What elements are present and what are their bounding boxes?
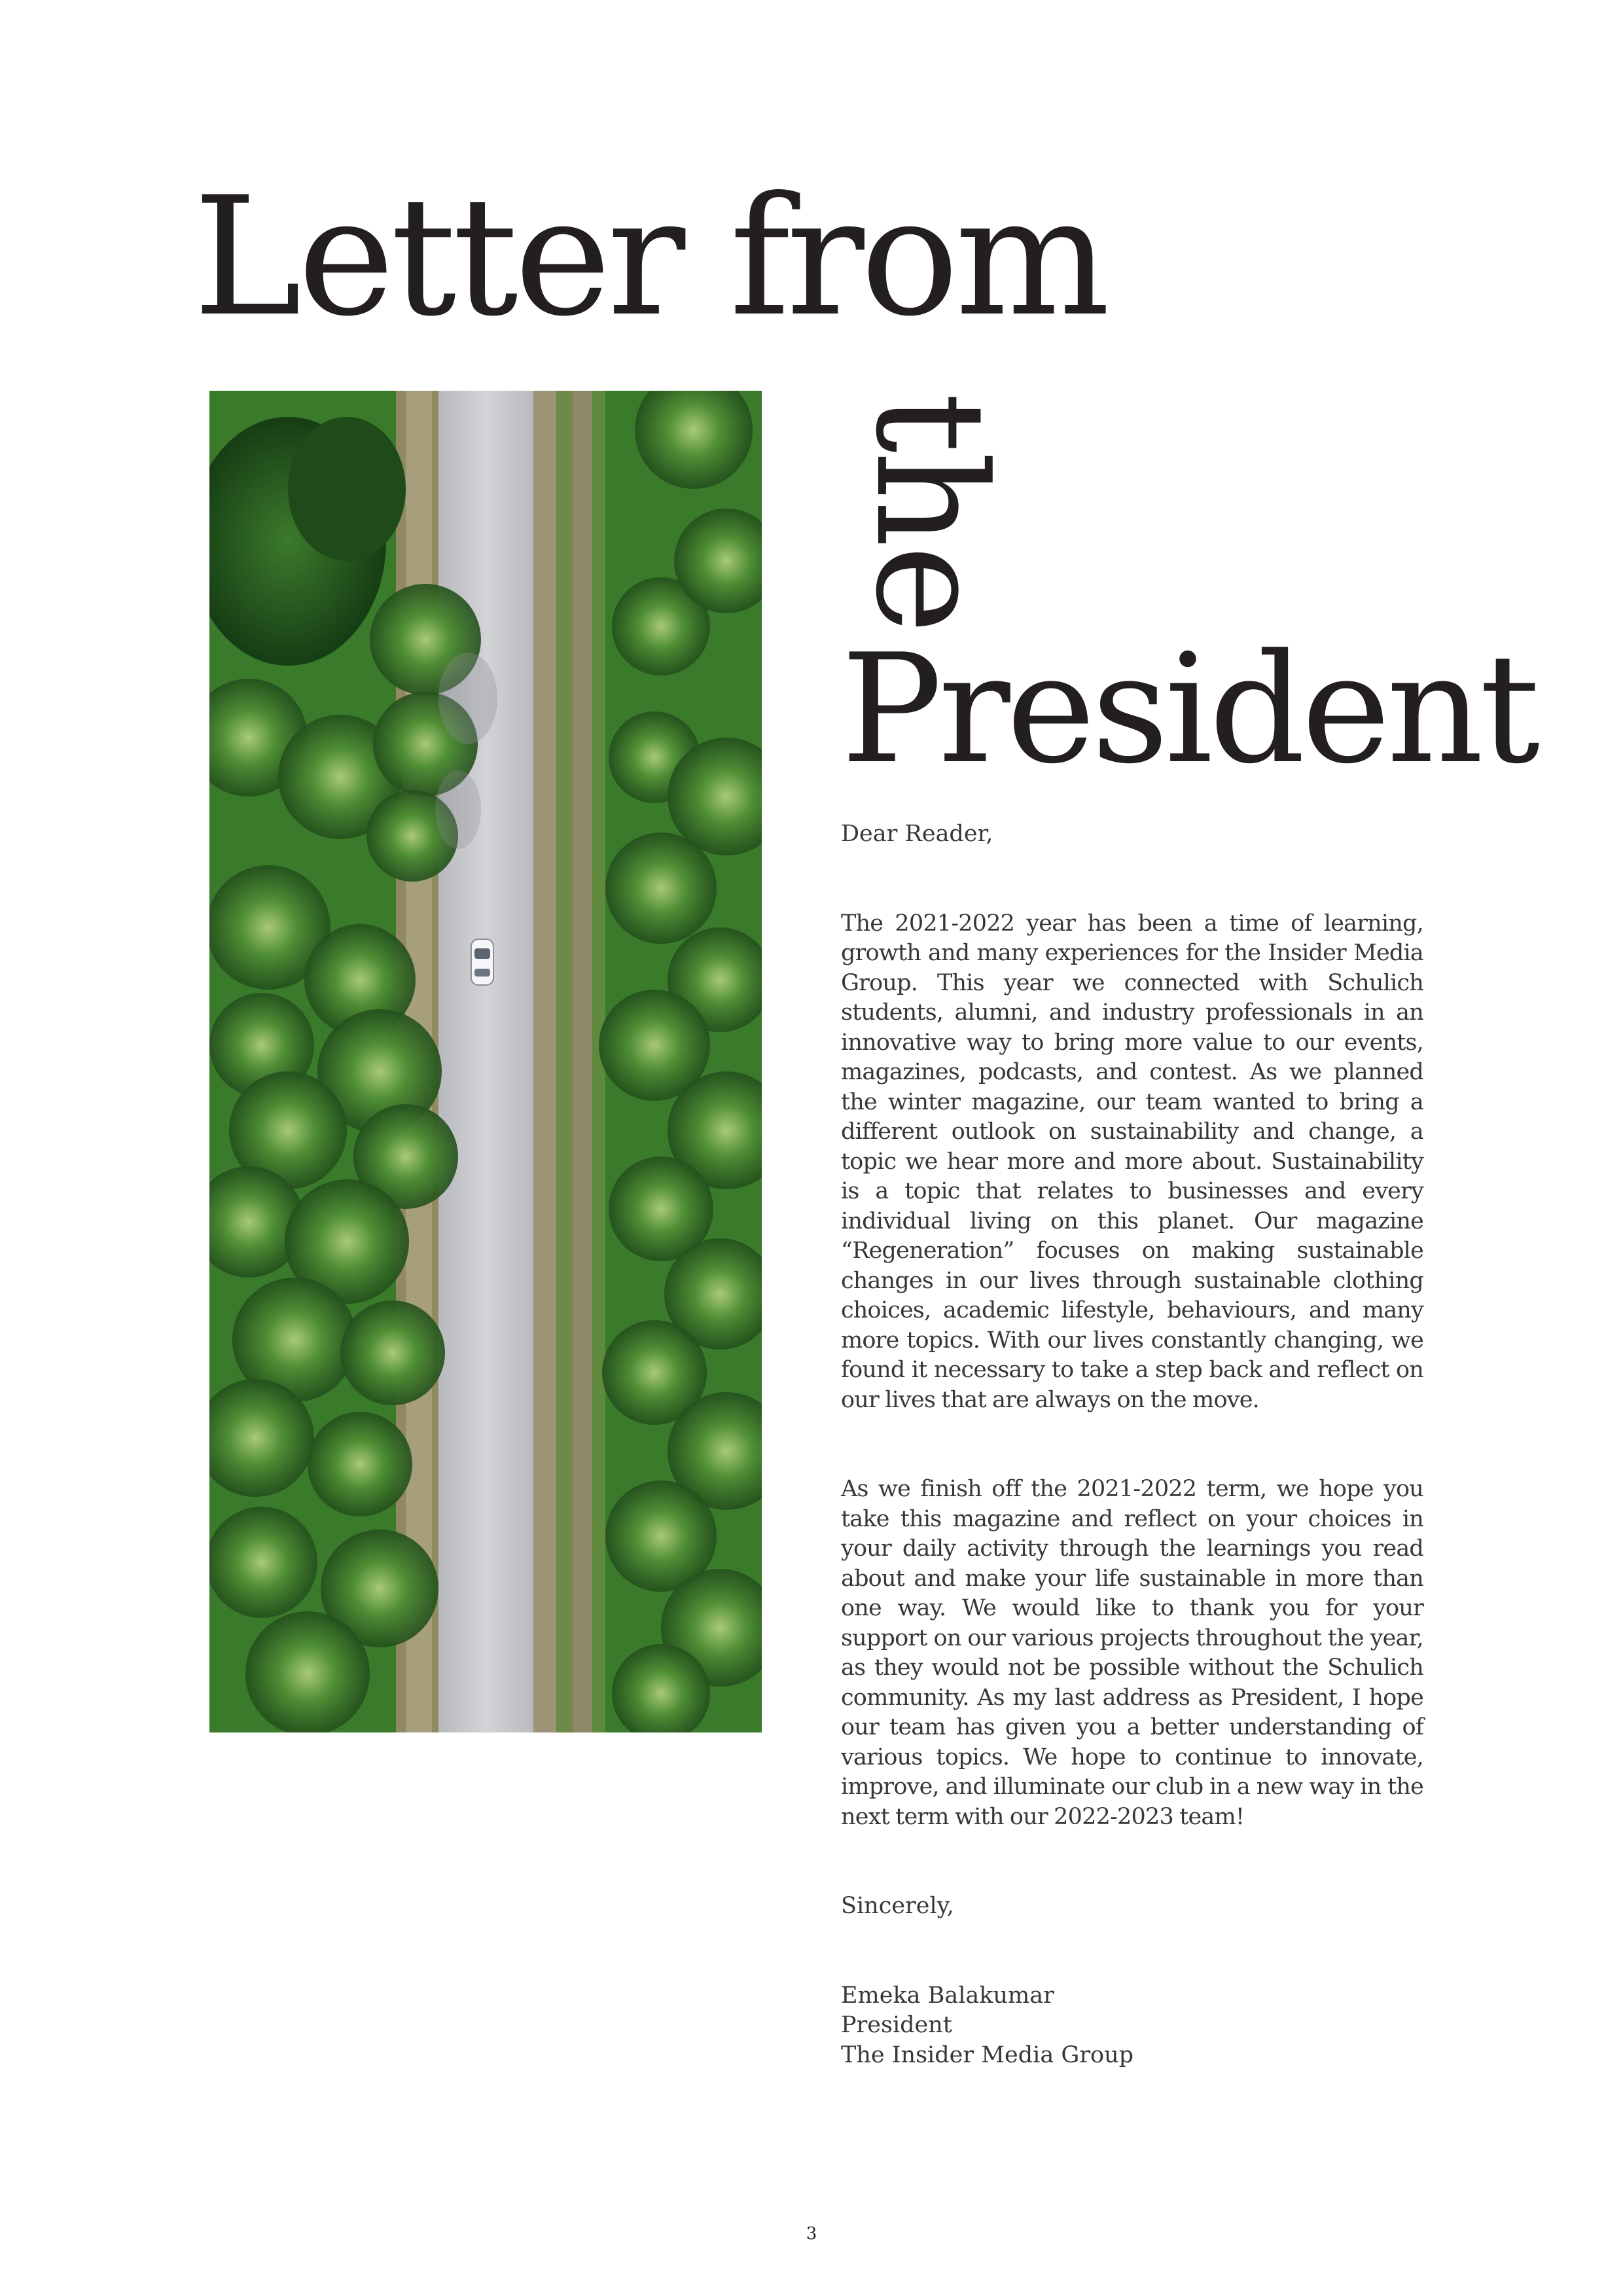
aerial-road-illustration <box>209 391 762 1732</box>
letter-paragraph-2: As we finish off the 2021-2022 term, we hope you take this magazine and reflect on your choices in your daily activity through the learnings you read about and make your life sustainable in more than one way. We would like to thank you for your support on our various projects throughout the year, as they would not be possible without the Schulich community. As my last address as President, I hope our team has given you a better understanding of various topics. We hope to continue to innovate, improve, and illuminate our club in a new way in the next term with our 2022-2023 team! <box>841 1476 1423 1830</box>
salutation: Dear Reader, <box>841 821 993 847</box>
title-line-the <box>841 393 1057 632</box>
page-number: 3 <box>806 2224 817 2244</box>
letter-body <box>841 819 1423 2070</box>
aerial-road-photo <box>209 391 762 1732</box>
letter-paragraph-1: The 2021-2022 year has been a time of learning, growth and many experiences for the Insider Media Group. This year we connected with Schulich students, alumni, and industry professionals in an innovative way to bring more value to our events, magazines, podcasts, and contest. As we planned the winter magazine, our team wanted to bring a different outlook on sustainability and change, a topic we hear more and more about. Sustainability is a topic that relates to businesses and every individual living on this planet. Our magazine “Regeneration” focuses on making sustainable changes in our lives through sustainable clothing choices, academic lifestyle, behaviours, and many more topics. With our lives constantly changing, we found it necessary to take a step back and reflect on our lives that are always on the move. <box>841 910 1423 1413</box>
closing: Sincerely, <box>841 1893 954 1919</box>
signature-block <box>841 1981 1423 2071</box>
signature-name: Emeka Balakumar <box>841 1982 1054 2009</box>
title-line-letter-from: Letter from <box>193 162 1107 352</box>
car-icon <box>471 939 493 985</box>
signature-role: President <box>841 2012 952 2038</box>
signature-organization: The Insider Media Group <box>841 2041 1134 2068</box>
title-line-president: President <box>841 622 1537 797</box>
title-line-the-text: the <box>842 393 1017 632</box>
